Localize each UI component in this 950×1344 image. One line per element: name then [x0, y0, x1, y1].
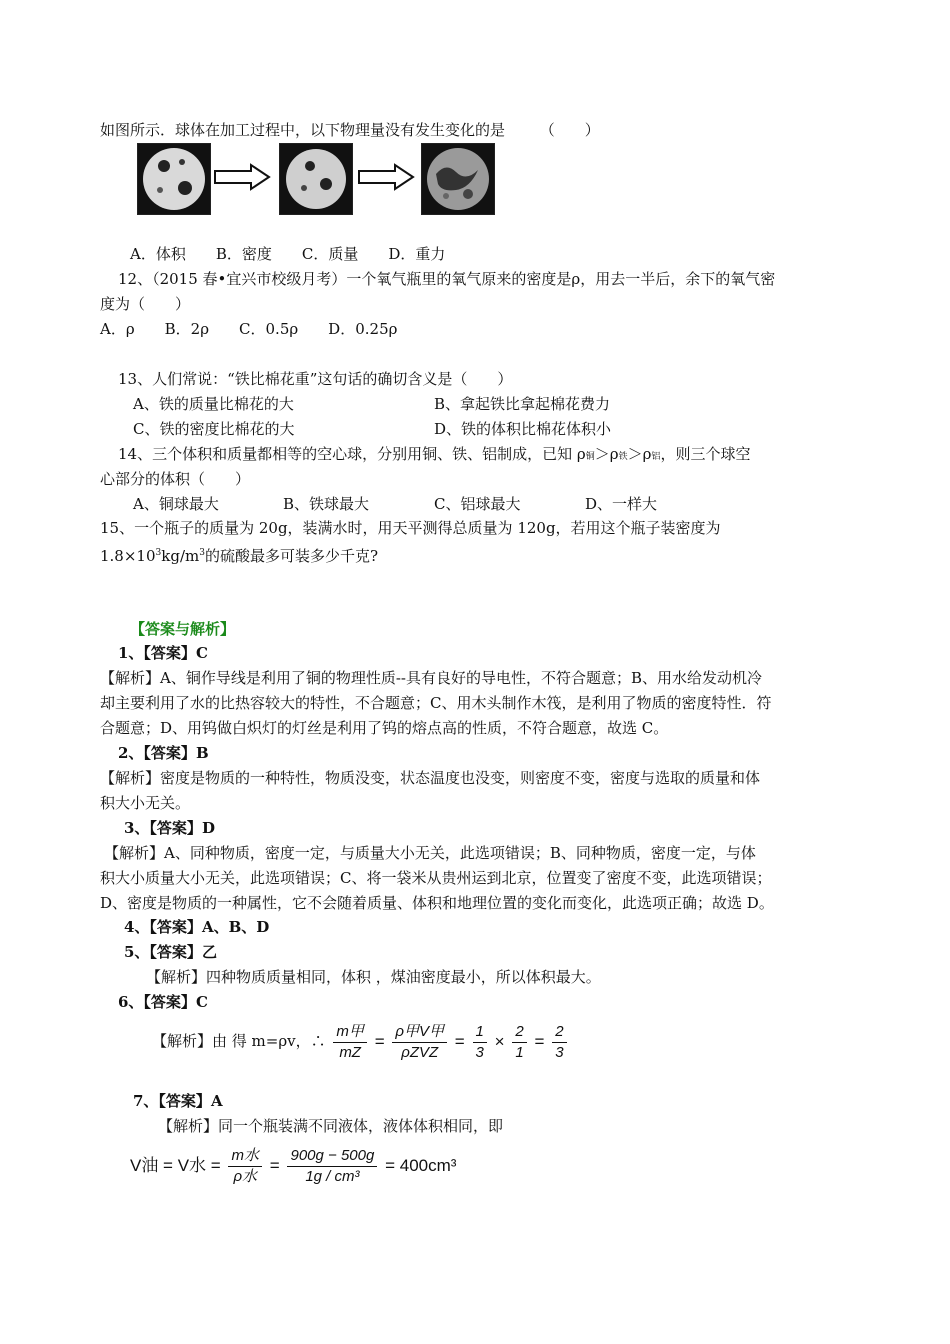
sphere-image-2 — [279, 143, 353, 215]
q15-line2: $1.8\times 10^3kg/m^3$的硫酸最多可装多少千克? — [100, 547, 378, 565]
answer-1: 1、【答案】C — [118, 644, 208, 662]
answer-2: 2、【答案】B — [118, 744, 209, 762]
answer-1-explanation-3: 合题意；D、用钨做白炽灯的灯丝是利用了钨的熔点高的性质，不符合题意，故选 C。 — [100, 719, 669, 737]
q12-options: A．ρ B．2ρ C．0.5ρ D．0.25ρ — [100, 320, 398, 338]
q13-option-b: B、拿起铁比拿起棉花费力 — [434, 395, 611, 413]
q13-stem: 13、人们常说：“铁比棉花重”这句话的确切含义是（ ） — [118, 370, 513, 388]
q11-stem: 如图所示．球体在加工过程中，以下物理量没有发生变化的是 （ ） — [100, 121, 600, 139]
answer-5: 5、【答案】乙 — [124, 943, 217, 961]
sphere-image-1 — [137, 143, 211, 215]
q14-option-c: C、铝球最大 — [434, 495, 521, 513]
q11-paren: （ ） — [539, 121, 600, 139]
q13-option-c: C、铁的密度比棉花的大 — [133, 420, 295, 438]
answer-3: 3、【答案】D — [124, 819, 215, 837]
answer-1-explanation-2: 却主要利用了水的比热容较大的特性，不合题意；C、用木头制作木筏，是利用了物质的密度特性．符 — [100, 694, 772, 712]
q11-options: A．体积 B．密度 C．质量 D．重力 — [130, 245, 446, 263]
arrow-right-icon — [357, 163, 415, 191]
answer-6-explanation: 【解析】由 得 m=ρv，∴ $\frac{\text{m甲}}{mZ}$ = $\frac{\text{ρ甲V甲}}{\text{ρZVZ}}$ = $\frac{1}{3}$ × $\frac{2}{1}$ = $\frac{2}{3}$ — [152, 1016, 570, 1067]
answer-3-explanation-3: D、密度是物质的一种属性，它不会随着质量、体积和地理位置的变化而变化，此选项正确；故选 D。 — [100, 894, 774, 912]
answer-2-explanation-2: 积大小无关。 — [100, 794, 191, 812]
q14-option-a: A、铜球最大 — [133, 495, 219, 513]
answer-6: 6、【答案】C — [118, 993, 208, 1011]
q14-line2: 心部分的体积（ ） — [100, 470, 251, 488]
q12-line1: 12、（2015 春•宜兴市校级月考）一个氧气瓶里的氧气原来的密度是ρ，用去一半后，余下的氧气密 — [118, 270, 776, 288]
q15-line1: 15、一个瓶子的质量为 20g，装满水时，用天平测得总质量为 120g，若用这个瓶子装密度为 — [100, 519, 721, 537]
answer-2-explanation-1: 【解析】密度是物质的一种特性，物质没变，状态温度也没变，则密度不变，密度与选取的质量和体 — [100, 769, 761, 787]
arrow-right-icon — [213, 163, 271, 191]
answer-1-explanation-1: 【解析】A、铜作导线是利用了铜的物理性质--具有良好的导电性，不符合题意；B、用水给发动机冷 — [100, 669, 762, 687]
answer-5-explanation: 【解析】四种物质质量相同，体积 ，煤油密度最小，所以体积最大。 — [146, 968, 601, 986]
q14-line1: 14、三个体积和质量都相等的空心球，分别用铜、铁、铝制成，已知 ρ铜＞ρ铁＞ρ铝，则三个球空 — [118, 445, 751, 463]
q13-option-d: D、铁的体积比棉花体积小 — [434, 420, 612, 438]
answer-7-formula: V油 = V水 = $\frac{\text{m水}}{\text{ρ水}}$ = $\frac{900g - 500g}{\text{1g / cm³}}$ = 400cm³ — [130, 1146, 457, 1185]
answer-7-explanation: 【解析】同一个瓶装满不同液体，液体体积相同，即 — [158, 1117, 504, 1135]
q14-option-b: B、铁球最大 — [283, 495, 370, 513]
answers-heading: 【答案与解析】 — [130, 620, 236, 638]
q13-option-a: A、铁的质量比棉花的大 — [133, 395, 294, 413]
answer-3-explanation-2: 积大小质量大小无关，此选项错误；C、将一袋米从贵州运到北京，位置变了密度不变，此选项错误； — [100, 869, 772, 887]
q12-line2: 度为（ ） — [100, 295, 191, 313]
sphere-image-3 — [421, 143, 495, 215]
answer-7: 7、【答案】A — [133, 1092, 223, 1110]
answer-4: 4、【答案】A、B、D — [124, 918, 270, 936]
answer-3-explanation-1: 【解析】A、同种物质，密度一定，与质量大小无关，此选项错误；B、同种物质，密度一定，与体 — [104, 844, 756, 862]
q14-option-d: D、一样大 — [585, 495, 658, 513]
